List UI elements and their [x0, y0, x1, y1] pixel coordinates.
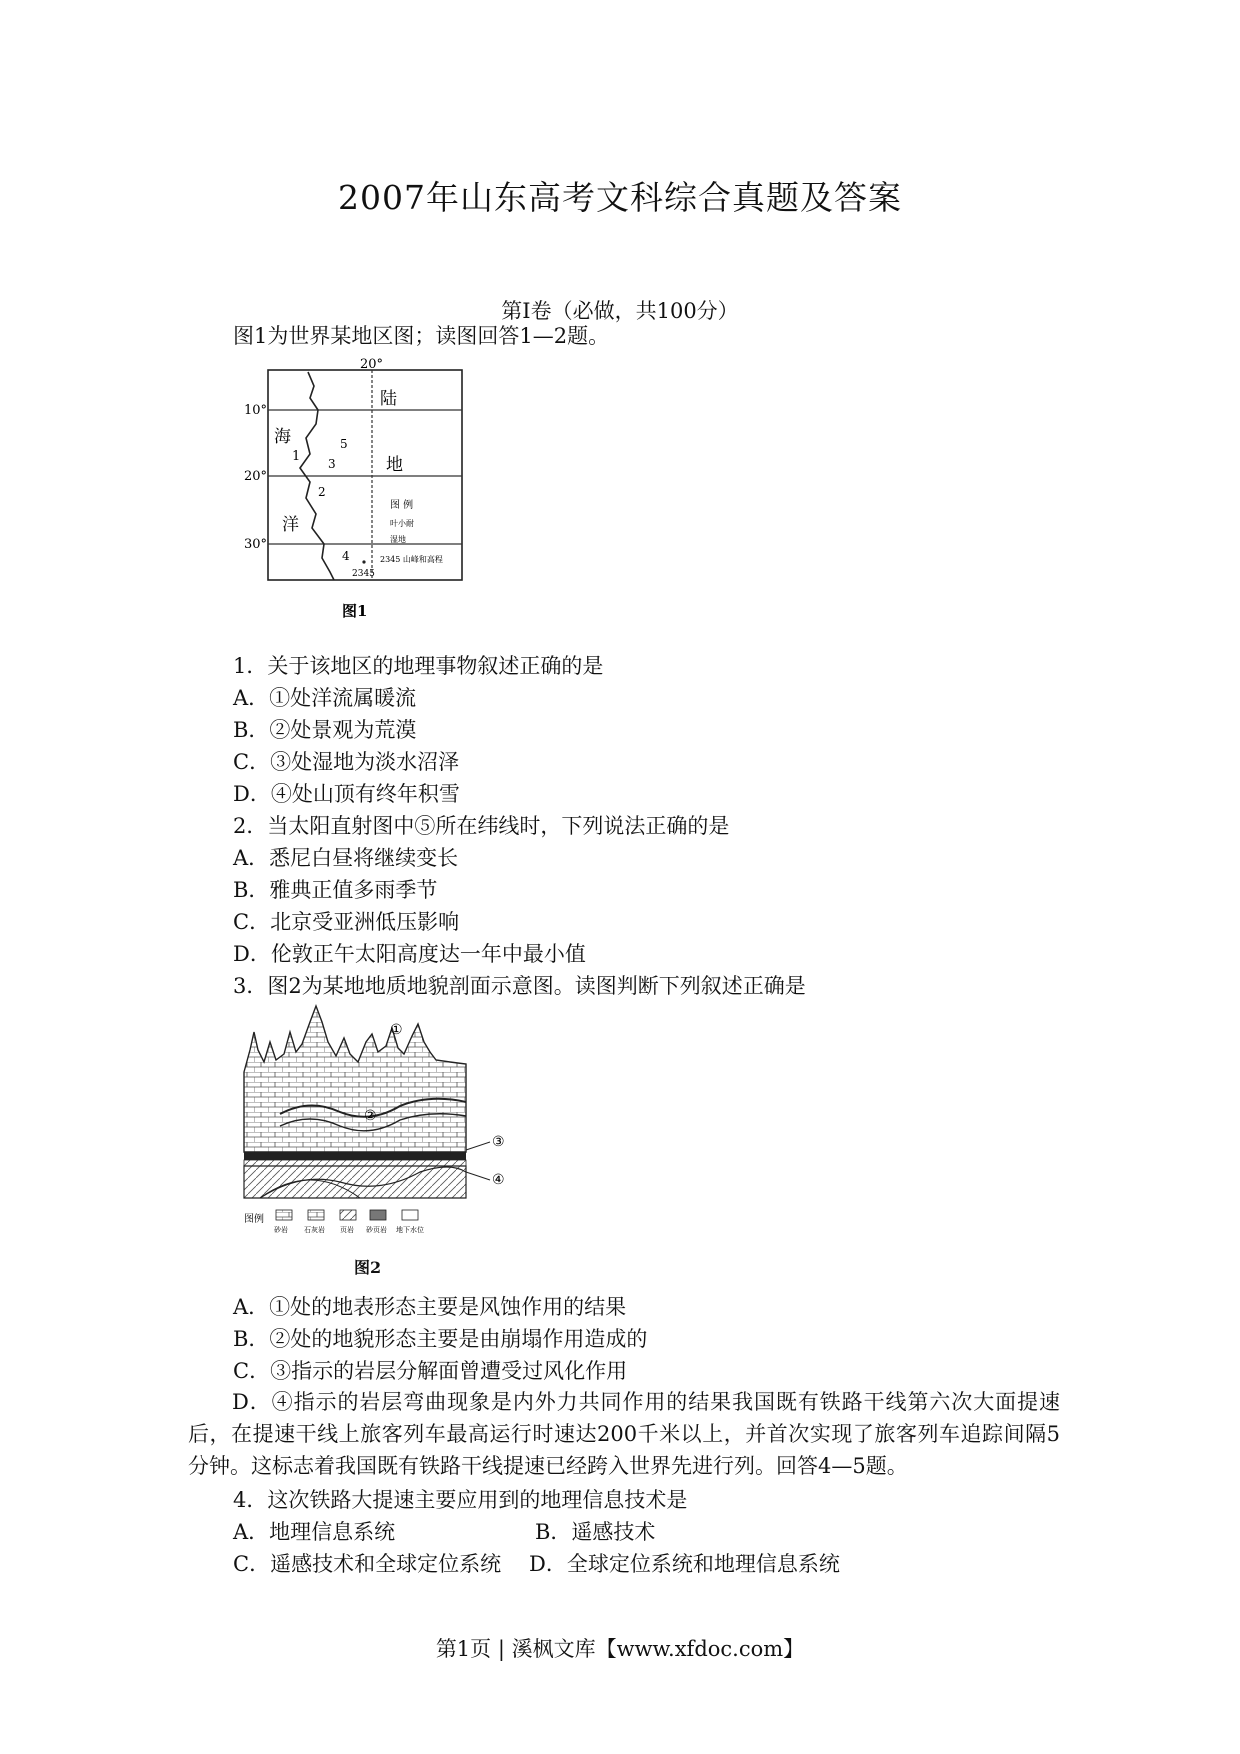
q4-option-d: D．全球定位系统和地理信息系统 [529, 1552, 840, 1576]
profile-marker-4: ④ [492, 1172, 505, 1188]
map-label-land: 陆 [380, 389, 397, 409]
figure-1-caption: 图1 [342, 602, 368, 618]
q3-option-a: A．①处的地表形态主要是风蚀作用的结果 [233, 1295, 627, 1319]
q1-option-a: A．①处洋流属暖流 [233, 686, 417, 710]
legend-title: 图 例 [390, 500, 414, 511]
q4-stem: 4．这次铁路大提速主要应用到的地理信息技术是 [233, 1488, 688, 1512]
map-label-ocean: 洋 [282, 515, 299, 535]
q4-option-c: C．遥感技术和全球定位系统 [233, 1552, 502, 1576]
lon-label: 20° [360, 358, 384, 372]
figure-2-caption: 图2 [354, 1258, 382, 1277]
figure-2-profile [240, 1002, 540, 1252]
profile-legend-sandshale: 砂页岩 [366, 1226, 387, 1234]
peak-icon [362, 560, 365, 563]
page-footer: 第1页 | 溪枫文库【www.xfdoc.com】 [435, 1637, 805, 1661]
map-label-land-2: 地 [386, 455, 403, 475]
q2-option-d: D．伦敦正午太阳高度达一年中最小值 [233, 942, 586, 966]
page-title: 2007年山东高考文科综合真题及答案 [338, 178, 902, 217]
lat-label-10: 10° [244, 403, 268, 418]
figure-1-map [230, 358, 540, 618]
map-point-4: 4 [342, 549, 350, 563]
section-heading: 第Ⅰ卷（必做，共100分） [501, 299, 739, 323]
q2-stem: 2．当太阳直射图中⑤所在纬线时，下列说法正确的是 [233, 814, 730, 838]
lat-label-30: 30° [244, 537, 268, 552]
q2-option-a: A．悉尼白昼将继续变长 [233, 846, 459, 870]
map-point-5: 5 [340, 437, 348, 451]
profile-marker-2: ② [364, 1108, 377, 1124]
q4-option-a: A．地理信息系统 [233, 1520, 396, 1544]
q3-stem: 3．图2为某地地质地貌剖面示意图。读图判断下列叙述正确是 [233, 974, 806, 998]
legend-item-3: 2345 山峰和高程 [380, 555, 443, 564]
profile-legend-title: 图例 [244, 1214, 264, 1225]
map-point-3: 3 [328, 457, 336, 471]
q1-option-d: D．④处山顶有终年积雪 [233, 782, 460, 806]
profile-legend-sandstone: 砂岩 [274, 1226, 288, 1234]
legend-item-1: 叶小耐 [390, 519, 414, 528]
profile-legend-shale: 页岩 [340, 1226, 354, 1234]
peak-label: 2345 [352, 569, 375, 579]
legend-item-2: 湿地 [390, 535, 406, 544]
map-point-1: 1 [292, 449, 301, 464]
profile-legend-limestone: 石灰岩 [304, 1226, 325, 1234]
q2-option-c: C．北京受亚洲低压影响 [233, 910, 460, 934]
q1-option-b: B．②处景观为荒漠 [233, 718, 417, 742]
profile-legend-watertable: 地下水位 [396, 1226, 424, 1234]
profile-marker-1: ① [390, 1022, 403, 1038]
q2-option-b: B．雅典正值多雨季节 [233, 878, 438, 902]
lat-label-20: 20° [244, 469, 268, 484]
q4-option-b: B．遥感技术 [535, 1520, 656, 1544]
intro-text: 图1为世界某地区图；读图回答1—2题。 [233, 324, 610, 348]
q1-option-c: C．③处湿地为淡水沼泽 [233, 750, 460, 774]
profile-marker-3: ③ [492, 1134, 505, 1150]
passage-paragraph: D．④指示的岩层弯曲现象是内外力共同作用的结果我国既有铁路干线第六次大面提速后，在提速干线上旅客列车最高运行时速达200千米以上，并首次实现了旅客列车追踪间隔5分钟。这标志着我国既有铁路干线提速已经跨入世界先进行列。回答4—5题。 [188, 1390, 1060, 1478]
q1-stem: 1．关于该地区的地理事物叙述正确的是 [233, 654, 604, 678]
q3-option-b: B．②处的地貌形态主要是由崩塌作用造成的 [233, 1327, 648, 1351]
map-label-sea: 海 [274, 427, 291, 447]
q3-option-c: C．③指示的岩层分解面曾遭受过风化作用 [233, 1359, 628, 1383]
map-point-2: 2 [318, 485, 326, 499]
